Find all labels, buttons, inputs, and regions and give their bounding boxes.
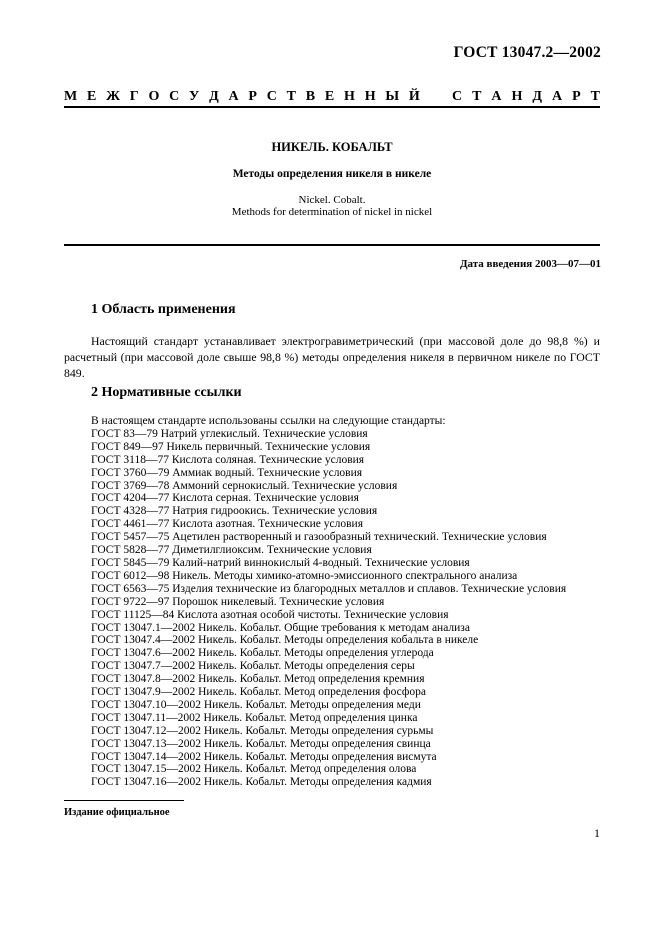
banner-letter: Н bbox=[344, 89, 355, 104]
banner-letter: А bbox=[551, 89, 563, 104]
reference-item: ГОСТ 13047.7—2002 Никель. Кобальт. Методы определения серы bbox=[91, 660, 415, 673]
section-heading-scope: 1 Область применения bbox=[91, 302, 236, 317]
reference-item: ГОСТ 4328—77 Натрия гидроокись. Технические условия bbox=[91, 505, 378, 518]
standard-number: ГОСТ 13047.2—2002 bbox=[453, 44, 601, 61]
reference-item: ГОСТ 5457—75 Ацетилен растворенный и газообразный технический. Технические условия bbox=[91, 531, 547, 544]
edition-note: Издание официальное bbox=[64, 807, 170, 818]
reference-item: ГОСТ 13047.10—2002 Никель. Кобальт. Методы определения меди bbox=[91, 698, 421, 711]
reference-item: ГОСТ 849—97 Никель первичный. Технические условия bbox=[91, 440, 371, 453]
footer-rule bbox=[64, 800, 184, 801]
banner-letter: М bbox=[64, 89, 78, 104]
introduction-date: Дата введения 2003—07—01 bbox=[459, 258, 601, 270]
reference-item: ГОСТ 13047.4—2002 Никель. Кобальт. Методы определения кобальта в никеле bbox=[91, 634, 479, 647]
reference-item: ГОСТ 13047.8—2002 Никель. Кобальт. Метод определения кремния bbox=[91, 673, 425, 686]
page-number: 1 bbox=[594, 826, 600, 840]
banner-letter: Т bbox=[590, 89, 600, 104]
reference-item: ГОСТ 13047.13—2002 Никель. Кобальт. Методы определения свинца bbox=[91, 737, 431, 750]
banner-letter: Е bbox=[324, 89, 335, 104]
reference-item: ГОСТ 13047.6—2002 Никель. Кобальт. Методы определения углерода bbox=[91, 647, 434, 660]
banner-letter: А bbox=[491, 89, 502, 104]
reference-item: ГОСТ 3760—79 Аммиак водный. Технические условия bbox=[91, 466, 363, 479]
reference-item: ГОСТ 13047.16—2002 Никель. Кобальт. Методы определения кадмия bbox=[91, 776, 432, 789]
reference-item: ГОСТ 13047.14—2002 Никель. Кобальт. Методы определения висмута bbox=[91, 750, 437, 763]
reference-item: ГОСТ 5845—79 Калий-натрий виннокислый 4-водный. Технические условия bbox=[91, 556, 470, 569]
banner-letter: Ы bbox=[385, 89, 400, 104]
reference-item: ГОСТ 9722—97 Порошок никелевый. Технические условия bbox=[91, 595, 385, 608]
reference-item: ГОСТ 13047.15—2002 Никель. Кобальт. Метод определения олова bbox=[91, 763, 417, 776]
banner-letter: В bbox=[305, 89, 316, 104]
banner-letter: Й bbox=[408, 89, 420, 104]
reference-item: ГОСТ 3769—78 Аммоний сернокислый. Технические условия bbox=[91, 479, 398, 492]
reference-item: ГОСТ 11125—84 Кислота азотная особой чистоты. Технические условия bbox=[91, 608, 449, 621]
banner-word-standard bbox=[452, 88, 600, 106]
reference-item: ГОСТ 6012—98 Никель. Методы химико-атомно-эмиссионного спектрального анализа bbox=[91, 569, 518, 582]
banner-letter: С bbox=[266, 89, 277, 104]
document-subtitle: Методы определения никеля в никеле bbox=[232, 168, 432, 180]
banner-letter: А bbox=[228, 89, 239, 104]
banner-letter: С bbox=[169, 89, 180, 104]
standard-type-banner bbox=[64, 88, 600, 106]
middle-rule bbox=[64, 244, 600, 246]
reference-item: ГОСТ 6563—75 Изделия технические из благородных металлов и сплавов. Технические условия bbox=[91, 582, 567, 595]
reference-item: ГОСТ 13047.12—2002 Никель. Кобальт. Методы определения сурьмы bbox=[91, 724, 434, 737]
banner-word-interstate bbox=[64, 88, 420, 106]
references-intro: В настоящем стандарте использованы ссылки на следующие стандарты: bbox=[91, 415, 446, 427]
scope-paragraph: Настоящий стандарт устанавливает электрогравиметрический (при массовой доле до 98,8 %) и расчетный (при массовой доле свыше 98,8 %) методы определения никеля в первичном никеле по ГОСТ 849. bbox=[64, 334, 600, 380]
banner-letter: Ж bbox=[106, 89, 120, 104]
english-title-line1: Nickel. Cobalt. bbox=[298, 194, 366, 206]
reference-item: ГОСТ 4204—77 Кислота серная. Технические условия bbox=[91, 492, 359, 505]
reference-item: ГОСТ 4461—77 Кислота азотная. Технические условия bbox=[91, 518, 363, 531]
banner-letter: У bbox=[189, 89, 200, 104]
references-list bbox=[91, 415, 611, 789]
reference-item: ГОСТ 13047.1—2002 Никель. Кобальт. Общие требования к методам анализа bbox=[91, 621, 470, 634]
reference-item: ГОСТ 83—79 Натрий углекислый. Технические условия bbox=[91, 427, 368, 440]
banner-letter: Д bbox=[209, 89, 219, 104]
banner-letter: Н bbox=[511, 89, 523, 104]
banner-letter: Н bbox=[364, 89, 376, 104]
english-title-line2: Methods for determination of nickel in nickel bbox=[231, 206, 433, 218]
banner-letter: Т bbox=[472, 89, 482, 104]
banner-letter: О bbox=[148, 89, 160, 104]
banner-letter: Т bbox=[286, 89, 297, 104]
banner-letter: Г bbox=[129, 89, 139, 104]
banner-letter: Е bbox=[87, 89, 97, 104]
section-heading-references: 2 Нормативные ссылки bbox=[91, 385, 242, 400]
banner-letter: С bbox=[452, 89, 463, 104]
top-rule bbox=[64, 106, 600, 108]
banner-letter: Р bbox=[572, 89, 581, 104]
document-title: НИКЕЛЬ. КОБАЛЬТ bbox=[271, 140, 393, 154]
reference-item: ГОСТ 3118—77 Кислота соляная. Технические условия bbox=[91, 453, 365, 466]
reference-item: ГОСТ 5828—77 Диметилглиоксим. Технические условия bbox=[91, 544, 372, 557]
reference-item: ГОСТ 13047.11—2002 Никель. Кобальт. Метод определения цинка bbox=[91, 711, 418, 724]
banner-letter: Д bbox=[532, 89, 542, 104]
reference-item: ГОСТ 13047.9—2002 Никель. Кобальт. Метод определения фосфора bbox=[91, 686, 426, 699]
banner-letter: Р bbox=[248, 89, 257, 104]
